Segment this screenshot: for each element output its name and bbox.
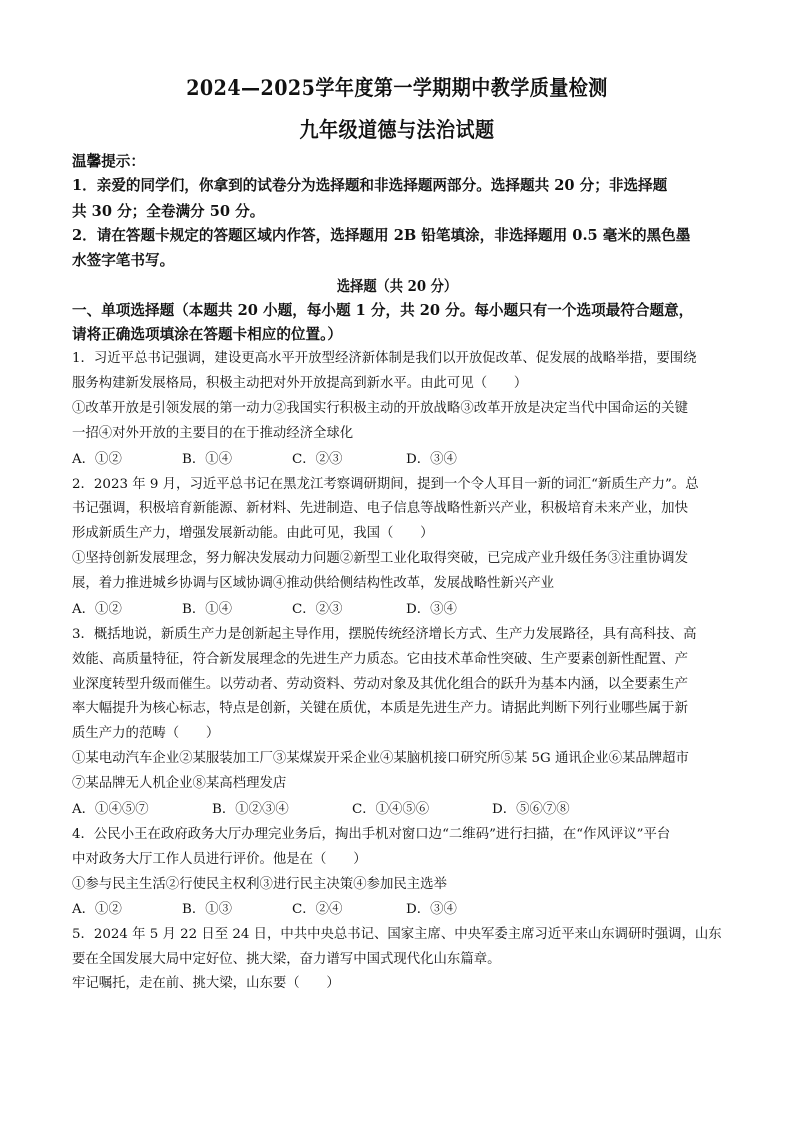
question-3-option-d: D．⑤⑥⑦⑧ xyxy=(492,802,570,817)
section-intro: 一、单项选择题（本题共 20 小题，每小题 1 分，共 20 分。每小题只有一个选项最符合题意， xyxy=(72,302,694,319)
question-3-option-c: C．①④⑤⑥ xyxy=(352,802,430,817)
question-1-text: 1．习近平总书记强调，建设更高水平开放型经济新体制是我们以开放促改革、促发展的战略举措，要围绕 xyxy=(72,351,697,366)
exam-subtitle: 九年级道德与法治试题 xyxy=(299,117,495,142)
question-1-option-a: A．①② xyxy=(72,452,122,467)
question-2-statements: 展，着力推进城乡协调与区域协调④推动供给侧结构性改革，发展战略性新兴产业 xyxy=(72,576,555,591)
question-4-option-c: C．②④ xyxy=(292,902,343,917)
question-1-option-b: B．①④ xyxy=(182,452,233,467)
question-2-option-b: B．①④ xyxy=(182,602,233,617)
question-3-text: 质生产力的范畴（ ） xyxy=(72,726,220,741)
question-1-statements: ①改革开放是引领发展的第一动力②我国实行积极主动的开放战略③改革开放是决定当代中国命运的关键 xyxy=(72,401,688,416)
question-2-option-c: C．②③ xyxy=(292,602,343,617)
question-4-option-a: A．①② xyxy=(72,902,122,917)
question-4-statements: ①参与民主生活②行使民主权利③进行民主决策④参加民主选举 xyxy=(72,877,447,892)
question-3-text: 效能、高质量特征，符合新发展理念的先进生产力质态。它由技术革命性突破、生产要素创新性配置、产 xyxy=(72,652,688,667)
tips-line: 共 30 分；全卷满分 50 分。 xyxy=(72,203,265,220)
question-2-text: 2．2023 年 9 月，习近平总书记在黑龙江考察调研期间，提到一个令人耳目一新的词汇“新质生产力”。总 xyxy=(72,477,699,492)
question-2-text: 形成新质生产力，增强发展新动能。由此可见，我国（ ） xyxy=(72,526,434,541)
question-4-option-d: D．③④ xyxy=(406,902,457,917)
question-4-option-b: B．①③ xyxy=(182,902,233,917)
tips-heading: 温馨提示： xyxy=(72,153,145,170)
question-1-text: 服务构建新发展格局，积极主动把对外开放提高到新水平。由此可见（ ） xyxy=(72,376,528,391)
exam-title: 2024—2025学年度第一学期期中教学质量检测 xyxy=(186,75,608,100)
question-1-statements: 一招④对外开放的主要目的在于推动经济全球化 xyxy=(72,426,354,441)
question-5-text: 要在全国发展大局中定好位、挑大梁，奋力谱写中国式现代化山东篇章。 xyxy=(72,952,501,967)
section-title: 选择题（共 20 分） xyxy=(336,278,458,295)
question-3-statements: ①某电动汽车企业②某服装加工厂③某煤炭开采企业④某脑机接口研究所⑤某 5G 通讯企业⑥某品牌超市 xyxy=(72,751,689,766)
question-5-text: 5．2024 年 5 月 22 日至 24 日，中共中央总书记、国家主席、中央军委主席习近平来山东调研时强调，山东 xyxy=(72,927,722,942)
question-2-option-d: D．③④ xyxy=(406,602,457,617)
tips-line: 2．请在答题卡规定的答题区域内作答，选择题用 2B 铅笔填涂，非选择题用 0.5 毫米的黑色墨 xyxy=(72,227,691,244)
question-1-option-d: D．③④ xyxy=(406,452,457,467)
question-3-statements: ⑦某品牌无人机企业⑧某高档理发店 xyxy=(72,776,287,791)
tips-line: 1．亲爱的同学们，你拿到的试卷分为选择题和非选择题两部分。选择题共 20 分；非选择题 xyxy=(72,177,668,194)
question-3-option-a: A．①④⑤⑦ xyxy=(72,802,149,817)
question-2-option-a: A．①② xyxy=(72,602,122,617)
question-3-text: 3．概括地说，新质生产力是创新起主导作用，摆脱传统经济增长方式、生产力发展路径，具有高科技、高 xyxy=(72,627,697,642)
question-5-text: 牢记嘱托，走在前、挑大梁，山东要（ ） xyxy=(72,976,340,991)
question-1-option-c: C．②③ xyxy=(292,452,343,467)
question-3-text: 率大幅提升为核心标志，特点是创新，关键在质优，本质是先进生产力。请据此判断下列行业哪些属于新 xyxy=(72,701,688,716)
question-2-text: 书记强调，积极培育新能源、新材料、先进制造、电子信息等战略性新兴产业，积极培育未来产业，加快 xyxy=(72,501,688,516)
question-3-text: 业深度转型升级而催生。以劳动者、劳动资料、劳动对象及其优化组合的跃升为基本内涵，以全要素生产 xyxy=(72,677,688,692)
section-intro: 请将正确选项填涂在答题卡相应的位置。） xyxy=(72,326,342,343)
question-3-option-b: B．①②③④ xyxy=(212,802,289,817)
question-4-text: 中对政务大厅工作人员进行评价。他是在（ ） xyxy=(72,852,367,867)
question-4-text: 4．公民小王在政府政务大厅办理完业务后，掏出手机对窗口边“二维码”进行扫描，在“作风评议”平台 xyxy=(72,827,671,842)
tips-line: 水签字笔书写。 xyxy=(72,252,175,269)
question-2-statements: ①坚持创新发展理念，努力解决发展动力问题②新型工业化取得突破，已完成产业升级任务③注重协调发 xyxy=(72,551,688,566)
